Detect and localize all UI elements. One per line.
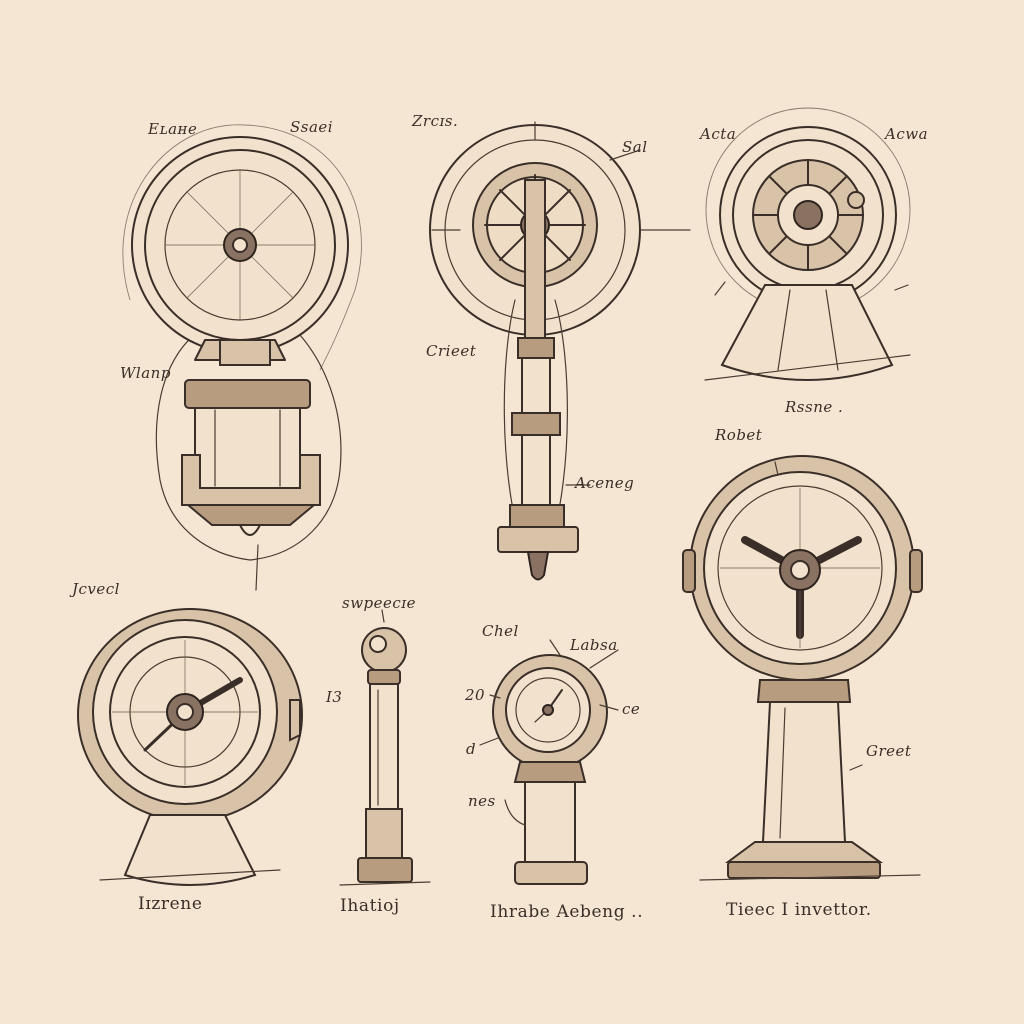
device-dome-cone (705, 108, 910, 380)
label-bottom-center-side: I3 (326, 688, 343, 706)
device-gauge-pillar (480, 640, 618, 884)
label-right-caption: Rssne . (785, 398, 844, 416)
label-top-left-2: Ssaei (290, 118, 334, 136)
label-top-right-1: Acta (700, 125, 737, 143)
device-round-dial (78, 609, 302, 885)
label-top-right-2: Acwa (885, 125, 929, 143)
caption-4: Tieec I invettor. (726, 900, 872, 920)
device-large-gauge (683, 456, 922, 880)
caption-2: Ihatioj (340, 896, 400, 916)
label-bottom-left-title: Jcvecl (72, 580, 120, 598)
caption-1: Iɪzrene (138, 894, 203, 914)
label-top-center-title: Zrcɪs. (412, 112, 459, 130)
label-bottom-center-title: swpeecɪe (342, 594, 416, 612)
label-bottom-mid-left2: d (466, 740, 477, 758)
label-bottom-mid-left1: 20 (465, 686, 486, 704)
label-bottom-right-side: Greet (866, 742, 912, 760)
label-top-center-right: Sal (622, 138, 648, 156)
label-bottom-mid-title: Chel (482, 622, 519, 640)
label-right-title: Robet (715, 426, 763, 444)
device-post (340, 610, 430, 885)
label-top-left-1: Eʟaʜe (148, 120, 198, 138)
label-center-side: Crieet (426, 342, 477, 360)
label-center-lower: Aceneg (575, 474, 635, 492)
caption-3: Ihrabe Aebeng .. (490, 902, 644, 922)
label-bottom-mid-left3: nes (468, 792, 496, 810)
label-bottom-mid-right: ce (622, 700, 641, 718)
device-bulb-gauge (123, 125, 362, 590)
label-bottom-mid-title2: Labsa (570, 636, 618, 654)
label-left-side: Wlanp (120, 364, 171, 382)
